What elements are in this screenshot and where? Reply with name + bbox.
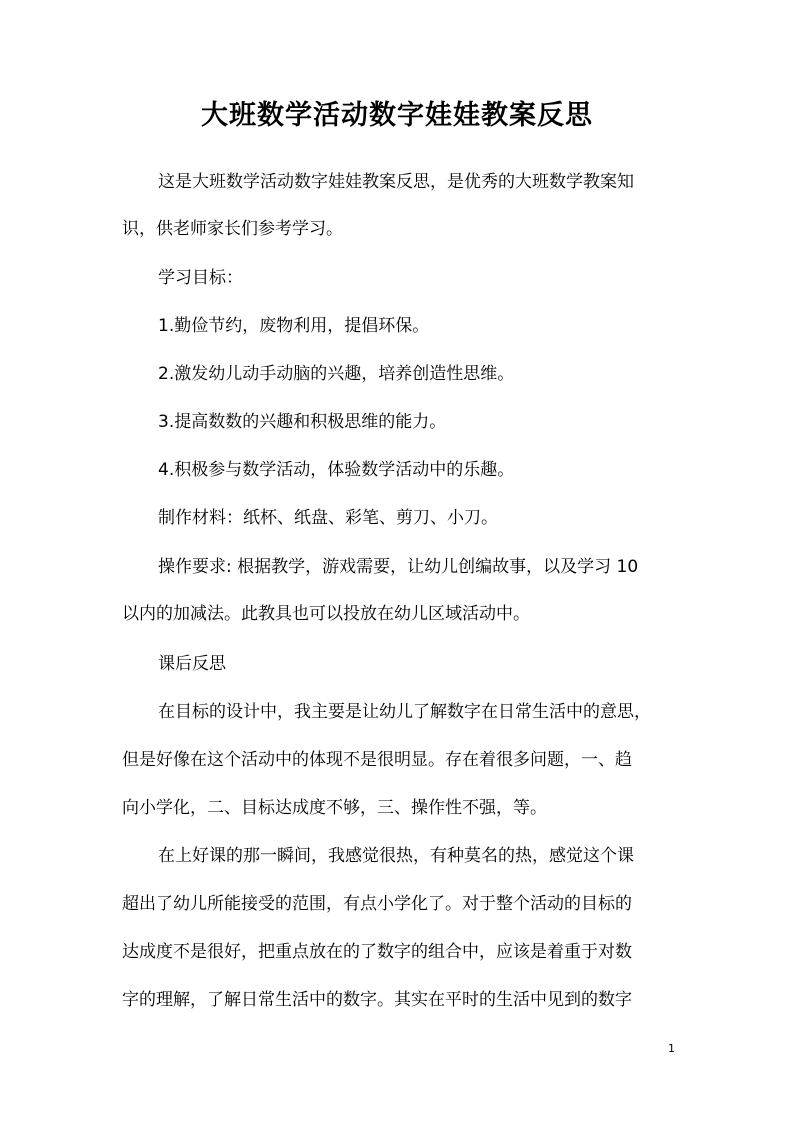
reflection-p1-line-2: 但是好像在这个活动中的体现不是很明显。存在着很多问题，一、趋 [122,750,632,770]
intro-line-2: 识，供老师家长们参考学习。 [122,219,343,239]
goal-item-3: 3.提高数数的兴趣和积极思维的能力。 [158,412,447,432]
goal-item-1: 1.勤俭节约，废物利用，提倡环保。 [158,316,430,336]
requirements-line-1: 操作要求: 根据教学，游戏需要，让幼儿创编故事，以及学习 10 [158,557,639,577]
goal-item-2: 2.激发幼儿动手动脑的兴趣，培养创造性思维。 [158,364,515,384]
page-number: 1 [668,1042,675,1055]
requirements-line-2: 以内的加减法。此教具也可以投放在幼儿区域活动中。 [122,604,530,624]
reflection-p2-line-2: 超出了幼儿所能接受的范围，有点小学化了。对于整个活动的目标的 [122,894,632,914]
reflection-p1-line-3: 向小学化，二、目标达成度不够，三、操作性不强，等。 [122,798,547,818]
goals-heading-text: 学习目标： [158,268,243,288]
reflection-p2-line-4: 字的理解，了解日常生活中的数字。其实在平时的生活中见到的数字 [122,990,632,1010]
intro-line-1: 这是大班数学活动数字娃娃教案反思，是优秀的大班数学教案知 [158,172,634,192]
reflection-p2-line-3: 达成度不是很好，把重点放在的了数字的组合中，应该是着重于对数 [122,942,632,962]
document-title: 大班数学活动数字娃娃教案反思 [201,100,593,131]
materials-text: 制作材料：纸杯、纸盘、彩笔、剪刀、小刀。 [158,508,498,528]
reflection-p1-line-1: 在目标的设计中，我主要是让幼儿了解数字在日常生活中的意思， [158,702,651,722]
reflection-heading-text: 课后反思 [158,654,226,674]
reflection-p2-line-1: 在上好课的那一瞬间，我感觉很热，有种莫名的热，感觉这个课 [158,846,634,866]
goal-item-4: 4.积极参与数学活动，体验数学活动中的乐趣。 [158,460,515,480]
